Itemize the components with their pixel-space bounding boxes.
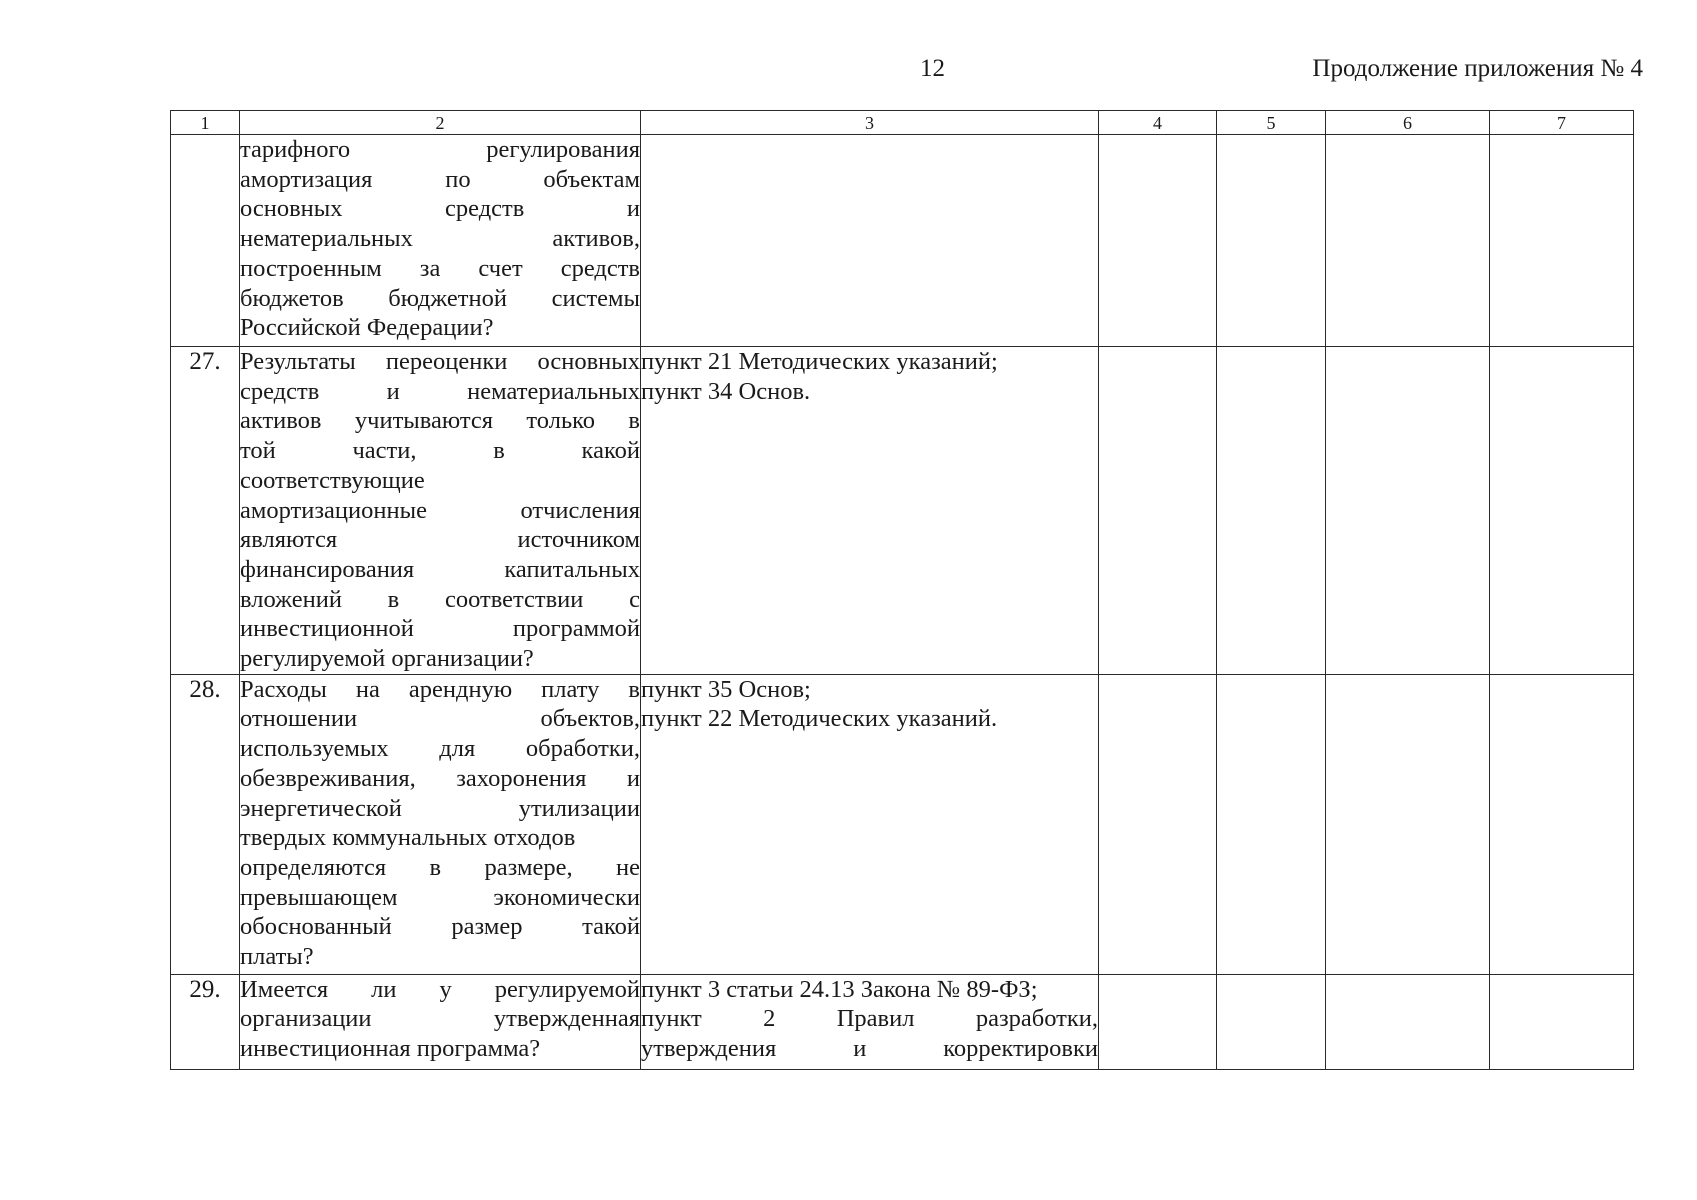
answer-cell (1217, 135, 1326, 347)
question-line: бюджетов бюджетной системы (240, 284, 640, 312)
reference-cell (641, 135, 1099, 347)
question-cell (240, 974, 641, 1069)
checklist-table (170, 110, 1634, 1070)
answer-cell (1099, 135, 1217, 347)
reference-line: пункт 21 Методических указаний; (641, 348, 998, 375)
answer-cell (1326, 974, 1490, 1069)
question-line: Расходы на арендную плату в (240, 675, 640, 703)
question-cell (240, 135, 641, 347)
table-row (171, 674, 1634, 974)
question-cell (240, 347, 641, 675)
question-line: инвестиционной программой (240, 615, 640, 643)
question-line: активов учитываются только в (240, 407, 640, 435)
column-header: 4 (1099, 111, 1217, 135)
answer-cell (1490, 347, 1634, 675)
answer-cell (1326, 674, 1490, 974)
reference-line: утверждения и корректировки (641, 1035, 1098, 1063)
question-line: инвестиционная программа? (240, 1035, 541, 1063)
column-header: 1 (171, 111, 240, 135)
question-line: превышающем экономически (240, 883, 640, 911)
column-header: 3 (641, 111, 1099, 135)
answer-cell (1217, 347, 1326, 675)
column-number-row (171, 111, 1634, 135)
reference-line: пункт 34 Основ. (641, 377, 811, 405)
answer-cell (1490, 674, 1634, 974)
column-header: 5 (1217, 111, 1326, 135)
question-line: амортизационные отчисления (240, 496, 640, 524)
question-line: Результаты переоценки основных (240, 348, 640, 375)
question-line: средств и нематериальных (240, 377, 640, 405)
question-line: той части, в какой (240, 437, 640, 465)
question-line: являются источником (240, 526, 640, 554)
reference-line: пункт 22 Методических указаний. (641, 705, 998, 733)
page-number: 12 (920, 55, 945, 82)
question-line: используемых для обработки, (240, 735, 640, 763)
answer-cell (1490, 974, 1634, 1069)
question-line: отношении объектов, (240, 705, 640, 733)
answer-cell (1326, 135, 1490, 347)
question-line: организации утвержденная (240, 1005, 640, 1033)
column-header: 6 (1326, 111, 1490, 135)
answer-cell (1217, 974, 1326, 1069)
question-line: основных средств и (240, 195, 640, 223)
question-cell (240, 674, 641, 974)
question-line: финансирования капитальных (240, 555, 640, 583)
question-line: обоснованный размер такой (240, 913, 640, 941)
reference-cell (641, 974, 1099, 1069)
question-line: Российской Федерации? (240, 314, 494, 342)
question-line: твердых коммунальных отходов (240, 824, 576, 852)
answer-cell (1217, 674, 1326, 974)
table-row (171, 347, 1634, 675)
question-line: тарифного регулирования (240, 136, 640, 163)
reference-line: пункт 2 Правил разработки, (641, 1005, 1098, 1033)
row-number: 27. (171, 347, 240, 675)
reference-line: пункт 3 статьи 24.13 Закона № 89-ФЗ; (641, 975, 1038, 1003)
question-line: обезвреживания, захоронения и (240, 764, 640, 792)
reference-cell (641, 347, 1099, 675)
answer-cell (1099, 674, 1217, 974)
column-header: 7 (1490, 111, 1634, 135)
row-number (171, 135, 240, 347)
question-line: нематериальных активов, (240, 225, 640, 253)
reference-line: пункт 35 Основ; (641, 675, 811, 703)
reference-cell (641, 674, 1099, 974)
question-line: регулируемой организации? (240, 645, 534, 673)
question-line: вложений в соответствии с (240, 585, 640, 613)
question-line: платы? (240, 943, 314, 971)
row-number: 29. (171, 974, 240, 1069)
answer-cell (1099, 347, 1217, 675)
question-line: определяются в размере, не (240, 853, 640, 881)
question-line: соответствующие (240, 466, 425, 494)
answer-cell (1490, 135, 1634, 347)
question-line: энергетической утилизации (240, 794, 640, 822)
column-header: 2 (240, 111, 641, 135)
table-row (171, 974, 1634, 1069)
question-line: Имеется ли у регулируемой (240, 975, 640, 1003)
answer-cell (1099, 974, 1217, 1069)
table-row (171, 135, 1634, 347)
question-line: амортизация по объектам (240, 165, 640, 193)
running-header: Продолжение приложения № 4 (1312, 55, 1643, 82)
row-number: 28. (171, 674, 240, 974)
question-line: построенным за счет средств (240, 254, 640, 282)
answer-cell (1326, 347, 1490, 675)
